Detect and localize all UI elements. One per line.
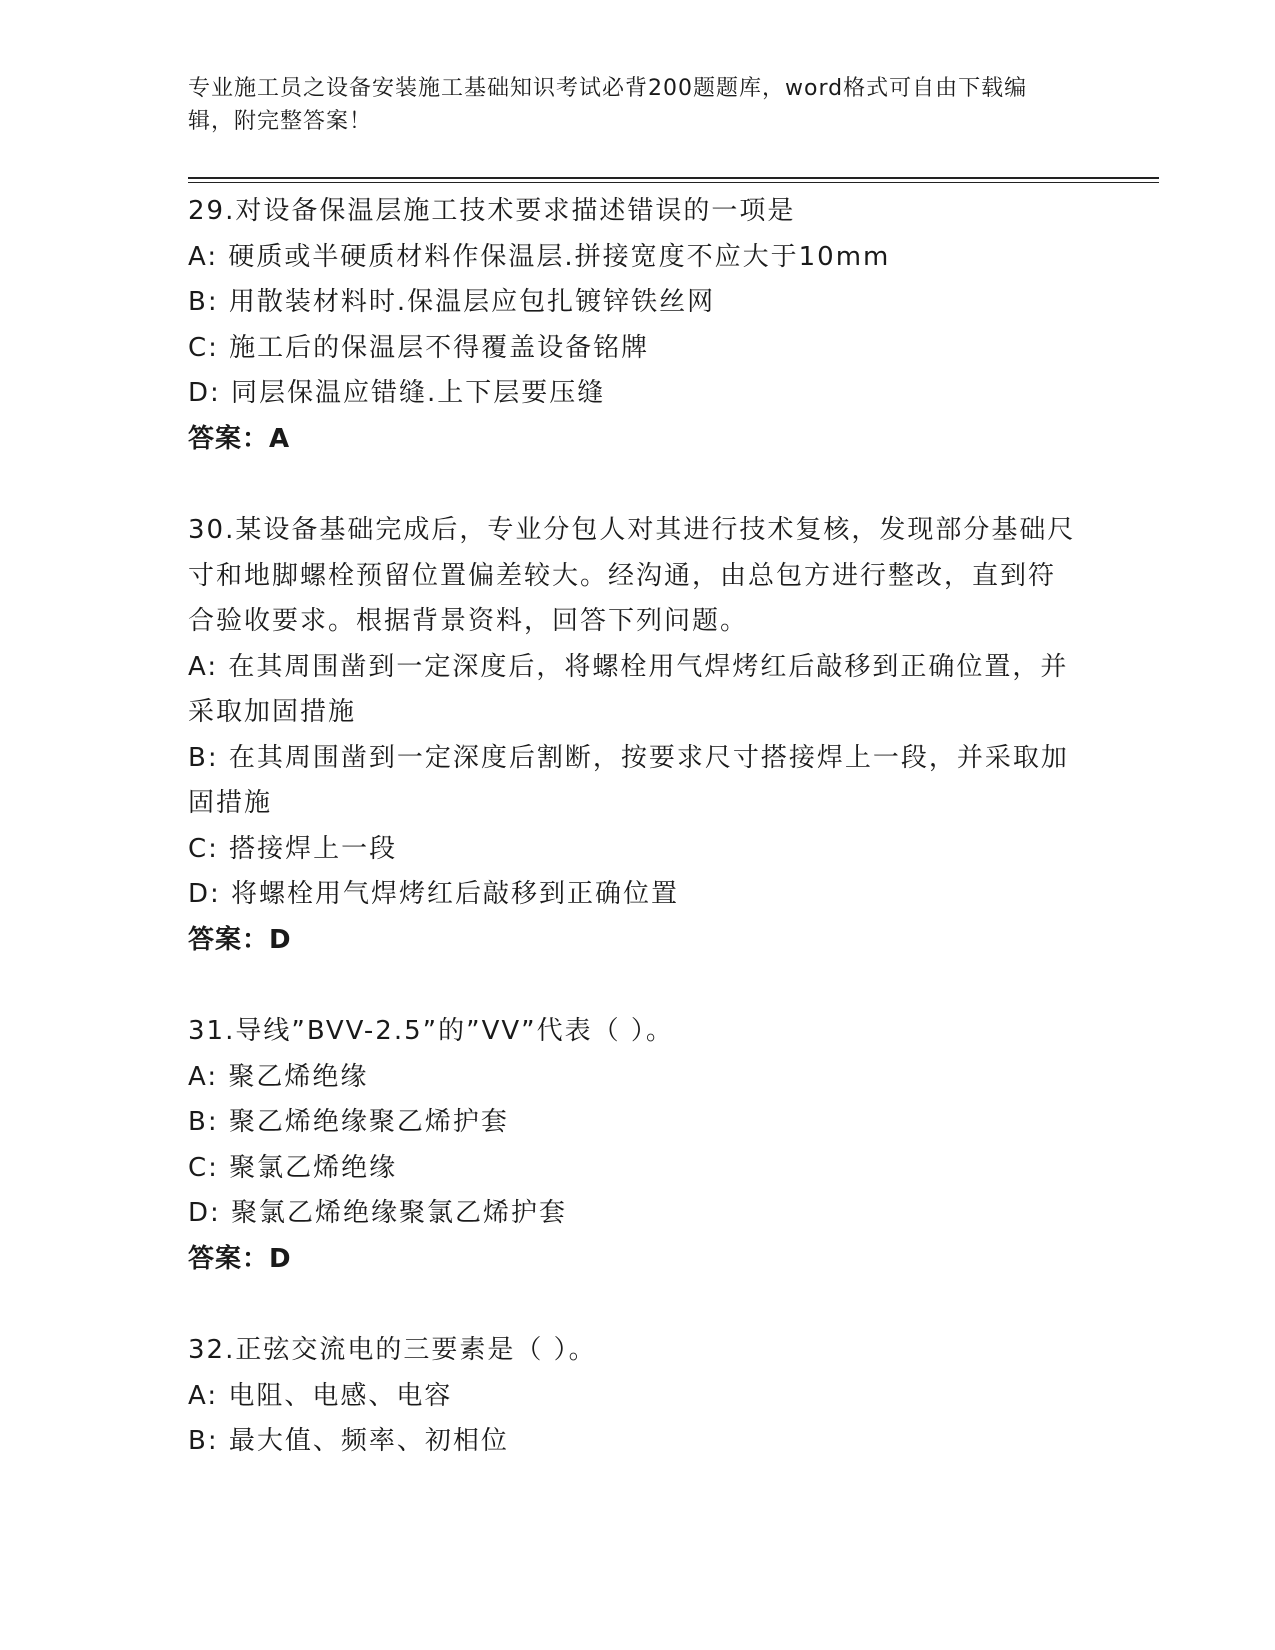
answer-label: 答案：D [188,1243,292,1274]
question-29 [188,189,1088,462]
option-d: D: 同层保温应错缝.上下层要压缝 [188,378,606,408]
option-d: D: 聚氯乙烯绝缘聚氯乙烯护套 [188,1198,568,1228]
header-divider-thick [188,177,1159,179]
option-c: C: 聚氯乙烯绝缘 [188,1152,398,1183]
question-32 [188,1328,1088,1465]
option-b: B: 聚乙烯绝缘聚乙烯护套 [188,1107,509,1137]
option-a: A: 电阻、电感、电容 [188,1380,453,1411]
option-a: A: 在其周围凿到一定深度后，将螺栓用气焊烤红后敲移到正确位置，并采取加固措施 [188,651,1069,727]
option-b: B: 用散装材料时.保温层应包扎镀锌铁丝网 [188,287,716,317]
question-stem: 32.正弦交流电的三要素是（ ）。 [188,1335,597,1365]
option-b: B: 最大值、频率、初相位 [188,1426,509,1456]
question-30 [188,508,1088,963]
option-d: D: 将螺栓用气焊烤红后敲移到正确位置 [188,879,680,909]
option-c: C: 施工后的保温层不得覆盖设备铭牌 [188,332,650,363]
question-31 [188,1009,1088,1282]
option-a: A: 硬质或半硬质材料作保温层.拼接宽度不应大于10mm [188,241,891,272]
document-header: 专业施工员之设备安装施工基础知识考试必背200题题库，word格式可自由下载编辑，附完整答案！ [188,76,1028,134]
option-c: C: 搭接焊上一段 [188,833,398,864]
question-stem: 30.某设备基础完成后，专业分包人对其进行技术复核，发现部分基础尺寸和地脚螺栓预留位置偏差较大。经沟通，由总包方进行整改，直到符合验收要求。根据背景资料，回答下列问题。 [188,515,1076,636]
question-list [188,189,1088,1511]
header-divider-thin [188,182,1159,183]
answer-label: 答案：D [188,924,292,955]
question-stem: 29.对设备保温层施工技术要求描述错误的一项是 [188,196,796,226]
option-a: A: 聚乙烯绝缘 [188,1061,369,1092]
answer-label: 答案：A [188,423,291,454]
option-b: B: 在其周围凿到一定深度后割断，按要求尺寸搭接焊上一段，并采取加固措施 [188,742,1069,818]
question-stem: 31.导线”BVV-2.5”的”VV”代表（ ）。 [188,1016,674,1046]
